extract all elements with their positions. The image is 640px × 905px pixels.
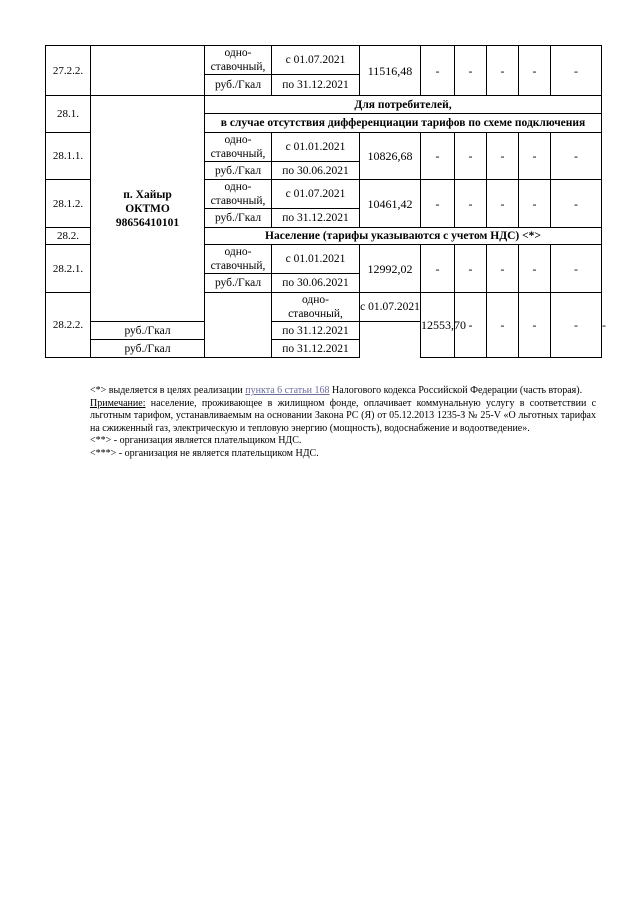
tariff-type-line: одно- xyxy=(301,294,329,306)
tariff-type-line: ставочный, xyxy=(210,195,266,207)
dash-cell: - xyxy=(519,293,551,358)
tariff-type xyxy=(205,133,272,162)
period-to: по 30.06.2021 xyxy=(272,162,360,180)
tariff-type-line: ставочный, xyxy=(210,61,266,73)
footnote-remark xyxy=(90,398,596,436)
dash-cell: - xyxy=(519,180,551,228)
dash-cell: - xyxy=(487,245,519,293)
dash-cell: - xyxy=(487,46,519,96)
dash-cell: - xyxy=(519,133,551,180)
row-number: 28.2. xyxy=(46,228,91,245)
oktmo-code: 98656410101 xyxy=(115,216,180,229)
tariff-table xyxy=(45,45,606,358)
dash-cell: - xyxy=(487,133,519,180)
tariff-type-line: одно- xyxy=(224,181,252,193)
period-from: с 01.07.2021 xyxy=(272,180,360,209)
tariff-unit-extra: руб./Гкал xyxy=(91,340,205,358)
row-number: 28.2.2. xyxy=(46,293,91,358)
dash-cell: - xyxy=(421,245,455,293)
dash-cell: - xyxy=(455,293,487,358)
row-number: 27.2.2. xyxy=(46,46,91,96)
tariff-type xyxy=(205,46,272,75)
location-cell-end xyxy=(205,293,272,358)
dash-cell: - xyxy=(551,46,602,96)
tariff-value: 10461,42 xyxy=(360,180,421,228)
dash-cell: - xyxy=(551,180,602,228)
remark-text: население, проживающее в жилищном фонде, оплачивает коммунальную услугу в соответствии с льготным тарифом, устанавливаемым на основании Закона РС (Я) от 05.12.2013 1235-З № 25-V «О льготных тарифах на сжиженный газ, электрическую и тепловую энергию (мощность), водоснабжение и водоотведение». xyxy=(90,397,597,434)
dash-cell: - xyxy=(519,46,551,96)
footnote-vat xyxy=(90,385,596,398)
footnote-vat-prefix: <*> выделяется в целях реализации xyxy=(90,385,243,396)
tariff-unit: руб./Гкал xyxy=(91,322,205,340)
row-number: 28.1.2. xyxy=(46,180,91,228)
table-row xyxy=(46,96,602,114)
dash-cell: - xyxy=(551,133,602,180)
dash-cell: - xyxy=(455,245,487,293)
footnotes xyxy=(90,385,596,460)
oktmo-label: ОКТМО xyxy=(125,202,170,215)
period-to-extra: по 31.12.2021 xyxy=(272,340,360,358)
footnote-non-vat-payer: <***> - организация не является плательщиком НДС. xyxy=(90,447,319,459)
period-from: с 01.01.2021 xyxy=(272,133,360,162)
dash-cell: - xyxy=(551,293,602,358)
tariff-type-line: одно- xyxy=(224,246,252,258)
tariff-type-line: ставочный, xyxy=(210,148,266,160)
tariff-value: 10826,68 xyxy=(360,133,421,180)
location-cell xyxy=(91,96,205,322)
period-to: по 31.12.2021 xyxy=(272,209,360,228)
tariff-unit: руб./Гкал xyxy=(205,209,272,228)
tariff-type xyxy=(205,180,272,209)
period-to: по 31.12.2021 xyxy=(272,75,360,96)
tariff-value: 12553,70 xyxy=(421,293,455,358)
row-number: 28.2.1. xyxy=(46,245,91,293)
section-header: Население (тарифы указываются с учетом НДС) <*> xyxy=(205,228,602,245)
section-header: Для потребителей, xyxy=(205,96,602,114)
section-header: в случае отсутствия дифференциации тарифов по схеме подключения xyxy=(205,114,602,133)
tariff-type-line: одно- xyxy=(224,134,252,146)
tariff-unit: руб./Гкал xyxy=(205,162,272,180)
remark-label: Примечание: xyxy=(90,397,146,409)
footnote-vat-suffix: Налогового кодекса Российской Федерации (часть вторая). xyxy=(332,385,583,396)
tariff-type xyxy=(272,293,360,322)
dash-cell: - xyxy=(455,133,487,180)
dash-cell: - xyxy=(487,180,519,228)
dash-cell: - xyxy=(455,180,487,228)
tax-code-link[interactable]: пункта 6 статьи 168 xyxy=(245,385,330,396)
row-number: 28.1.1. xyxy=(46,133,91,180)
tariff-value: 11516,48 xyxy=(360,46,421,96)
period-to: по 30.06.2021 xyxy=(272,274,360,293)
period-to: по 31.12.2021 xyxy=(272,322,360,340)
tariff-unit: руб./Гкал xyxy=(205,75,272,96)
period-from: с 01.01.2021 xyxy=(272,245,360,274)
tariff-unit: руб./Гкал xyxy=(205,274,272,293)
dash-cell: - xyxy=(519,245,551,293)
dash-cell: - xyxy=(421,180,455,228)
settlement-name: п. Хайыр xyxy=(123,188,172,201)
footnote-vat-payer: <**> - организация является плательщиком НДС. xyxy=(90,435,302,446)
dash-cell: - xyxy=(455,46,487,96)
period-from: с 01.07.2021 xyxy=(272,46,360,75)
dash-cell: - xyxy=(421,46,455,96)
tariff-type-line: одно- xyxy=(224,47,252,59)
dash-cell: - xyxy=(551,245,602,293)
tariff-type xyxy=(205,245,272,274)
dash-cell: - xyxy=(421,133,455,180)
table-row xyxy=(46,46,602,75)
tariff-type-line: ставочный, xyxy=(288,308,343,320)
tariff-type-line: ставочный, xyxy=(210,260,266,272)
table-row: 28.2.2. одно- ставочный, с 01.07.2021 12553,70 - - - - - xyxy=(46,293,602,322)
tariff-value: 12992,02 xyxy=(360,245,421,293)
period-from: с 01.07.2021 xyxy=(360,293,421,322)
location-cell-prev xyxy=(91,46,205,96)
row-number: 28.1. xyxy=(46,96,91,133)
dash-cell: - xyxy=(487,293,519,358)
